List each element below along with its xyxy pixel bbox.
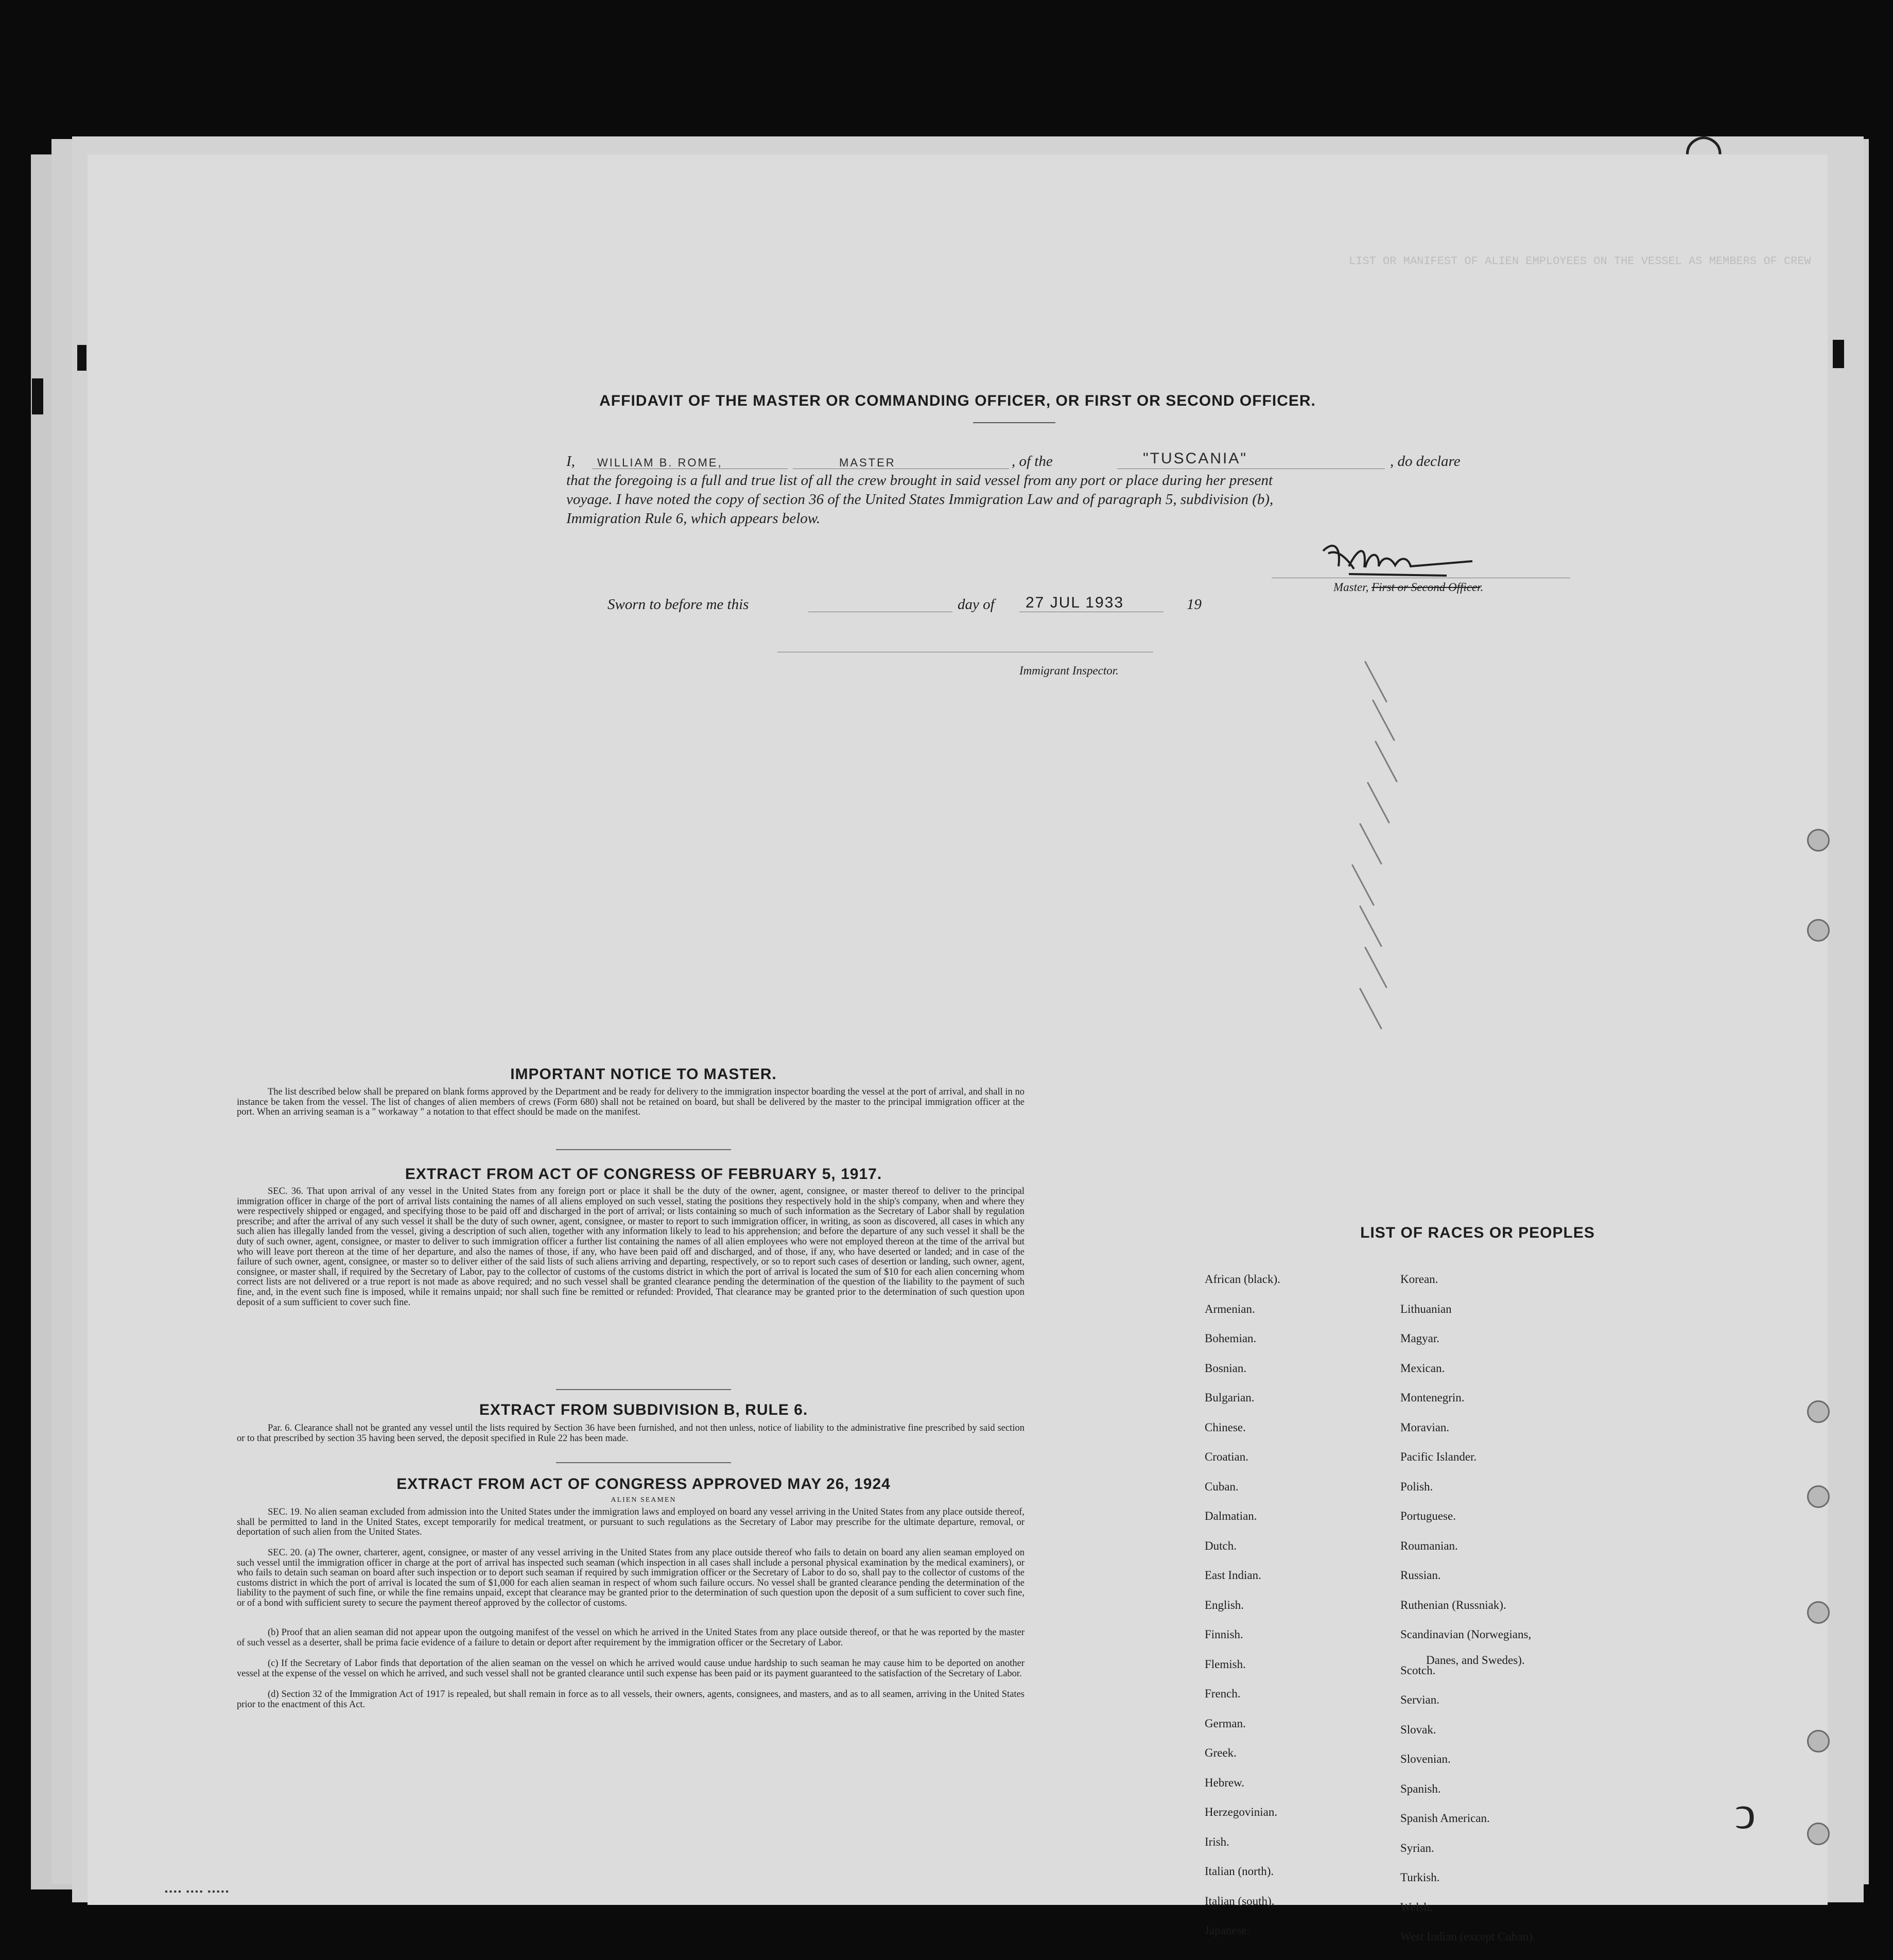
extract-1924-sec19: SEC. 19. No alien seaman excluded from admission into the United States under the immigration laws and employed on board any vessel arriving in the United States from any place outside thereof, shall be permitted to land in the United States, except temporarily for medical treatment, or pursuant to such regulations as the Secretary of Labor may prescribe for the ultimate departure, removal, or deportation of such alien from the United States.: [237, 1507, 1024, 1538]
binding-mark: [77, 345, 86, 371]
race-item: Korean.: [1400, 1273, 1438, 1286]
extract-1924-sec20c: (c) If the Secretary of Labor finds that deportation of the alien seaman on the vessel on which he arrived would cause undue hardship to such seaman he may cause him to be deported on another vessel at the expense of the vessel on which he arrived, and such vessel shall not be granted clearance until such expense has been paid or its payment guaranteed to the satisfaction of the Secretary of Labor.: [237, 1658, 1024, 1679]
do-declare-label: , do declare: [1390, 453, 1461, 470]
race-item: Chinese.: [1205, 1420, 1246, 1434]
struck-officer-label: First or Second Officer: [1371, 581, 1481, 594]
race-item: Hebrew.: [1205, 1776, 1245, 1789]
master-name: WILLIAM B. ROME,: [597, 456, 723, 469]
vessel-name: "TUSCANIA": [1143, 450, 1247, 467]
race-item: Bosnian.: [1205, 1361, 1247, 1375]
race-item: Lithuanian: [1400, 1302, 1452, 1315]
declaration: [566, 452, 1570, 528]
race-item: Montenegrin.: [1400, 1391, 1465, 1404]
extract-1924-sec20b: (b) Proof that an alien seaman did not appear upon the outgoing manifest of the vessel on which he arrived in the United States from any place outside thereof, or that he was reported by the master of such vessel as a deserter, shall be prima facie evidence of a failure to detain or deport after requirement by the immigration officer or the Secretary of Labor.: [237, 1627, 1024, 1648]
race-item: Slovak.: [1400, 1723, 1436, 1736]
races-title: LIST OF RACES OR PEOPLES: [1360, 1224, 1595, 1241]
race-item: East Indian.: [1205, 1569, 1261, 1582]
title-rule: [973, 422, 1055, 423]
extract-1917-body: SEC. 36. That upon arrival of any vessel in the United States from any foreign port or place it shall be the duty of the owner, agent, consignee, or master thereof to deliver to the principal immigration officer in charge of the port of arrival lists containing the names of all aliens employed on such vessel, stating the positions they respectively hold in the ship's company, when and where they were respectively shipped or engaged, and specifying those to be paid off and discharged in the port of arrival; or lists containing so much of such information as the Secretary of Labor shall by regulation prescribe; and after the arrival of any such vessel it shall be the duty of such owner, agent, consignee, or master to report to such immigration officer, in writing, as soon as discovered, all cases in which any such alien has illegally landed from the vessel, giving a description of such alien, together with any information likely to lead to his apprehension; and before the departure of any such vessel it shall be the duty of such owner, agent, consignee, or master to deliver to such immigration officer a further list containing the names of all alien employees who were not employed thereon at the time of the arrival but who will leave port thereon at the time of her departure, and also the names of those, if any, who have been paid off and discharged, and of those, if any, who have deserted or landed; and in case of the failure of such owner, agent, consignee, or master so to deliver either of the said lists of such aliens arriving and departing, respectively, or so to report such cases of desertion or landing, such owner, agent, consignee, or master shall, if required by the Secretary of Labor, pay to the collector of customs of the customs district in which the port of arrival is located the sum of $10 for each alien concerning whom correct lists are not delivered or a true report is not made as above required; and no such vessel shall be granted clearance pending the determination of the question of the liability to the payment of such fine, and, in the event such fine is imposed, while it remains unpaid; nor shall such fine be remitted or refunded: Provided, That clearance may be granted prior to the determination of such question upon deposit of a sum sufficient to cover such fine.: [237, 1186, 1024, 1308]
extract-1924-subtitle: ALIEN SEAMEN: [611, 1496, 676, 1504]
race-item: Spanish American.: [1400, 1812, 1490, 1825]
race-item: Croatian.: [1205, 1450, 1248, 1463]
tick-mark: [1359, 823, 1382, 865]
race-item: Moravian.: [1400, 1420, 1450, 1434]
race-item: Servian.: [1400, 1693, 1440, 1706]
declaration-line: that the foregoing is a full and true list of all the crew brought in said vessel from any port or place during her present: [566, 472, 1273, 489]
notice-body: The list described below shall be prepared on blank forms approved by the Department and be ready for delivery to the immigration inspector boarding the vessel at the port of arrival, and shall in no instance be taken from the vessel. The list of changes of alien members of crews (Form 680) shall not be retained on board, but shall be delivered by the master to the principal immigration officer at the port. When an arriving seaman is a " workaway " a notation to that effect should be made on the manifest.: [237, 1087, 1024, 1118]
extract-1917-title: EXTRACT FROM ACT OF CONGRESS OF FEBRUARY 5, 1917.: [405, 1166, 882, 1183]
race-item: Armenian.: [1205, 1302, 1255, 1315]
tick-mark: [1364, 661, 1387, 703]
race-item: West Indian (except Cuban).: [1400, 1930, 1536, 1943]
race-item: Mexican.: [1400, 1361, 1445, 1375]
of-the-label: , of the: [1012, 453, 1053, 470]
race-item: Scandinavian (Norwegians,: [1400, 1628, 1532, 1641]
corner-pencil-mark: ◠: [1683, 126, 1724, 177]
punch-hole: [1807, 1485, 1830, 1508]
section-divider: [556, 1462, 731, 1463]
signature-caption: [1333, 581, 1483, 594]
punch-hole: [1807, 1400, 1830, 1423]
tick-mark: [1367, 782, 1390, 824]
race-item: German.: [1205, 1716, 1246, 1730]
punch-hole: [1807, 1823, 1830, 1845]
affidavit-title: AFFIDAVIT OF THE MASTER OR COMMANDING OFFICER, OR FIRST OR SECOND OFFICER.: [599, 392, 1316, 409]
race-item: English.: [1205, 1598, 1244, 1611]
race-item: Bulgarian.: [1205, 1391, 1255, 1404]
bleed-through-text: LIST OR MANIFEST OF ALIEN EMPLOYEES ON THE VESSEL AS MEMBERS OF CREW: [1349, 255, 1811, 268]
race-item: Japanese.: [1205, 1924, 1250, 1937]
race-item: Dalmatian.: [1205, 1510, 1257, 1522]
punch-hole: [1807, 919, 1830, 942]
tick-mark: [1359, 906, 1382, 947]
extract-1924-sec20a: SEC. 20. (a) The owner, charterer, agent, consignee, or master of any vessel arriving in the United States from any place outside thereof who fails to detain on board any alien seaman employed on such vessel until the immigration officer in charge at the port of arrival has inspected such seaman (which inspection in all cases shall include a personal physical examination by the medical examiners), or who fails to detain such seaman on board after such inspection or to deport such seaman if required by such immigration officer or the Secretary of Labor to do so, shall pay to the collector of customs of the customs district in which the port of arrival is located the sum of $1,000 for each alien seaman in respect of whom such failure occurs. No vessel shall be granted clearance pending the determination of the liability to the payment of such fine, or while the fine remains unpaid, except that clearance may be granted prior to the determination of such question upon the deposit of a sum sufficient to cover such fine, or of a bond with sufficient surety to secure the payment thereof approved by the collector of customs.: [237, 1548, 1024, 1608]
punch-hole: [1807, 1730, 1830, 1753]
race-item: Welsh.: [1400, 1900, 1433, 1914]
day-of-label: day of: [958, 596, 995, 613]
binding-mark: [32, 378, 43, 414]
year-prefix: 19: [1187, 596, 1202, 613]
declaration-line: [566, 452, 1570, 471]
tick-mark: [1364, 947, 1387, 988]
master-rank: MASTER: [839, 456, 896, 469]
race-item: French.: [1205, 1687, 1241, 1700]
declaration-lead: I,: [566, 453, 575, 470]
tick-mark: [1351, 864, 1375, 906]
date-stamp: 27 JUL 1933: [1026, 594, 1124, 611]
race-item: Dutch.: [1205, 1539, 1237, 1552]
race-item: Bohemian.: [1205, 1332, 1257, 1345]
document-page: [88, 154, 1828, 1943]
extract-1924-sec20d: (d) Section 32 of the Immigration Act of 1917 is repealed, but shall remain in force as to all vessels, their owners, agents, consignees, and masters, and as to all seamen, arriving in the United States prior to the enactment of this Act.: [237, 1689, 1024, 1710]
race-item: Scotch.: [1400, 1663, 1436, 1677]
race-item: Finnish.: [1205, 1628, 1243, 1641]
section-divider: [556, 1389, 731, 1390]
race-item: Irish.: [1205, 1835, 1229, 1848]
race-item: Italian (north).: [1205, 1865, 1274, 1878]
extract-1924-title: EXTRACT FROM ACT OF CONGRESS APPROVED MAY 26, 1924: [396, 1476, 891, 1493]
race-item: Portuguese.: [1400, 1510, 1456, 1522]
race-item: Italian (south).: [1205, 1894, 1275, 1907]
extract-rule6-title: EXTRACT FROM SUBDIVISION B, RULE 6.: [479, 1401, 808, 1418]
tick-mark: [1372, 700, 1395, 741]
tick-mark: [1359, 988, 1382, 1030]
race-item: Cuban.: [1205, 1480, 1239, 1493]
race-item: Spanish.: [1400, 1782, 1441, 1795]
punch-hole: [1807, 1601, 1830, 1624]
inspector-label: Immigrant Inspector.: [1019, 664, 1119, 677]
master-signature: [1318, 530, 1483, 582]
caption-period: .: [1480, 581, 1484, 594]
corner-pencil-mark: ↄ: [1735, 1788, 1756, 1838]
race-item: Ruthenian (Russniak).: [1400, 1598, 1506, 1611]
declaration-line: voyage. I have noted the copy of section 36 of the United States Immigration Law and of paragraph 5, subdivision (b),: [566, 491, 1274, 508]
notice-title: IMPORTANT NOTICE TO MASTER.: [510, 1066, 777, 1083]
race-item: African (black).: [1205, 1273, 1280, 1286]
race-item: Syrian.: [1400, 1841, 1434, 1854]
form-footer-code: ▪▪▪▪ ▪▪▪▪ ▪▪▪▪▪: [165, 1887, 230, 1896]
section-divider: [556, 1149, 731, 1150]
races-right-column: [1400, 1273, 1536, 1954]
race-item: Magyar.: [1400, 1332, 1440, 1345]
extract-rule6-body: Par. 6. Clearance shall not be granted any vessel until the lists required by Section 36 have been furnished, and not then unless, notice of liability to the administrative fine prescribed by said section or to that prescribed by section 35 having been served, the deposit specified in Rule 22 has been made.: [237, 1423, 1024, 1444]
race-item: Pacific Islander.: [1400, 1450, 1477, 1463]
binding-mark: [1833, 340, 1844, 368]
race-item: Slovenian.: [1400, 1753, 1451, 1765]
race-item: Flemish.: [1205, 1657, 1246, 1671]
races-left-column: [1205, 1273, 1280, 1954]
declaration-line: Immigration Rule 6, which appears below.: [566, 510, 821, 527]
tick-mark: [1375, 741, 1398, 783]
race-continuation: Danes, and Swedes).: [1426, 1654, 1525, 1667]
race-item: Polish.: [1400, 1480, 1433, 1493]
master-label: Master,: [1333, 581, 1369, 594]
race-item: Roumanian.: [1400, 1539, 1458, 1552]
race-item: Herzegovinian.: [1205, 1806, 1278, 1818]
punch-hole: [1807, 829, 1830, 852]
race-item: Turkish.: [1400, 1871, 1440, 1884]
sworn-label: Sworn to before me this: [607, 596, 749, 613]
race-item: Russian.: [1400, 1569, 1441, 1582]
race-item: Greek.: [1205, 1746, 1237, 1759]
